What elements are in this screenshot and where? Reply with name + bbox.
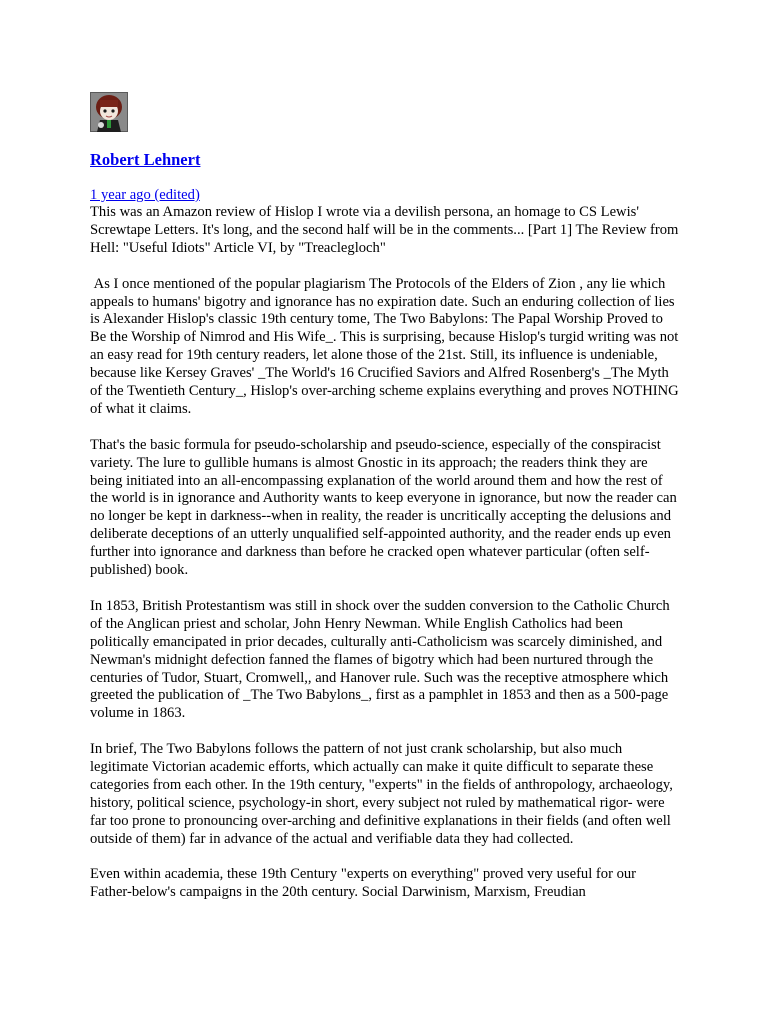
- comment-paragraph: In 1853, British Protestantism was still in shock over the sudden conversion to the Catholic Church of the Anglican priest and scholar, John Henry Newman. While English Catholics had been politically emancipated in prior decades, culturally anti-Catholicism was scarcely diminished, and Newman's midnight defection fanned the flames of bigotry which had been nurtured through the centuries of Tudor, Stuart, Cromwell,, and Hanover rule. Such was the receptive atmosphere which greeted the publication of _The Two Babylons_, first as a pamphlet in 1853 and then as a 500-page volume in 1863.: [90, 597, 674, 722]
- comment-paragraph: Even within academia, these 19th Century "experts on everything" proved very useful for our Father-below's campaigns in the 20th century. Social Darwinism, Marxism, Freudian: [90, 866, 640, 901]
- timestamp-link[interactable]: 1 year ago (edited): [90, 187, 200, 203]
- author-link[interactable]: Robert Lehnert: [90, 150, 201, 169]
- comment: [90, 92, 683, 920]
- comment-paragraph: In brief, The Two Babylons follows the pattern of not just crank scholarship, but also much legitimate Victorian academic efforts, which actually can make it quite difficult to separate these categories from each other. In the 19th century, "experts" in the fields of anthropology, archaeology, history, political science, psychology-in short, every subject not ruled by mathematical rigor- were far too prone to pronouncing over-arching and definitive explanations in their fields (and often well outside of them) far in advance of the actual and verifiable data they had collected.: [90, 741, 677, 847]
- comment-paragraph: This was an Amazon review of Hislop I wrote via a devilish persona, an homage to CS Lewis' Screwtape Letters. It's long, and the second half will be in the comments... [Part 1] The Review from Hell: "Useful Idiots" Article VI, by "Treaclegloch": [90, 204, 683, 256]
- comment-body: [90, 204, 683, 902]
- avatar[interactable]: [90, 92, 128, 132]
- comment-paragraph: As I once mentioned of the popular plagiarism The Protocols of the Elders of Zion , any lie which appeals to humans' bigotry and ignorance has no expiration date. Such an enduring collection of lies is Alexander Hislop's classic 19th century tome, The Two Babylons: The Papal Worship Proved to Be the Worship of Nimrod and His Wife_. This is surprising, because Hislop's turgid writing was not an easy read for 19th century readers, let alone those of the 21st. Still, its influence is undeniable, because like Kersey Graves' _The World's 16 Crucified Saviors and Alfred Rosenberg's _The Myth of the Twentieth Century_, Hislop's over-arching scheme explains everything and proves NOTHING of what it claims.: [90, 275, 683, 417]
- comment-paragraph: That's the basic formula for pseudo-scholarship and pseudo-science, especially of the conspiracist variety. The lure to gullible humans is almost Gnostic in its approach; the readers think they are being initiated into an all-encompassing explanation of the world around them and how the rest of the world is in ignorance and Authority wants to keep everyone in ignorance, but now the reader can no longer be kept in darkness--when in reality, the reader is uncritically accepting the delusions and deliberate deceptions of an utterly unqualified self-appointed authority, and the reader ends up even further into ignorance and darkness than before he cracked open whatever particular (often self-published) book.: [90, 436, 681, 579]
